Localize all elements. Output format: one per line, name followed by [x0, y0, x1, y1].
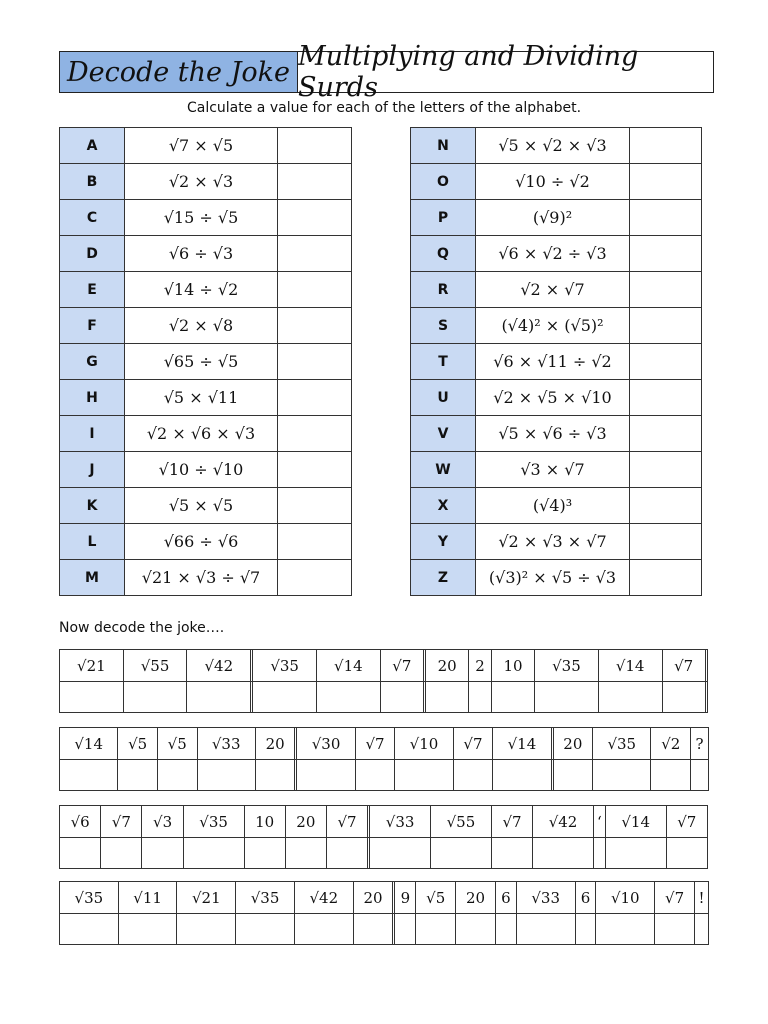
joke-code-cell: √6 [60, 806, 101, 838]
joke-answer-cell[interactable] [370, 838, 431, 869]
joke-answer-cell[interactable] [380, 682, 423, 713]
expression-cell: √65 ÷ √5 [125, 344, 278, 380]
letter-row [411, 488, 702, 524]
joke-answer-cell[interactable] [426, 682, 469, 713]
answer-cell[interactable] [278, 200, 352, 236]
joke-code-cell: √55 [431, 806, 492, 838]
joke-answer-cell[interactable] [294, 914, 353, 945]
letter-row [411, 344, 702, 380]
joke-answer-row [60, 838, 708, 869]
joke-answer-row [60, 760, 709, 791]
joke-code-cell: √5 [118, 728, 158, 760]
expression-cell: √7 × √5 [125, 128, 278, 164]
letter-row [411, 380, 702, 416]
joke-code-row [60, 650, 708, 682]
letter-cell: L [60, 524, 125, 560]
joke-answer-cell[interactable] [598, 682, 662, 713]
joke-code-cell: √3 [142, 806, 183, 838]
letter-cell: M [60, 560, 125, 596]
letter-row [411, 416, 702, 452]
joke-answer-cell[interactable] [469, 682, 492, 713]
joke-code-cell: 6 [575, 882, 596, 914]
letter-row [411, 524, 702, 560]
expression-cell: √6 × √11 ÷ √2 [476, 344, 630, 380]
joke-answer-cell[interactable] [431, 838, 492, 869]
joke-answer-cell[interactable] [491, 838, 532, 869]
joke-code-row [60, 728, 709, 760]
joke-code-cell: 20 [553, 728, 593, 760]
joke-code-cell: √7 [453, 728, 493, 760]
letter-cell: A [60, 128, 125, 164]
joke-answer-cell[interactable] [593, 838, 605, 869]
answer-cell[interactable] [630, 380, 702, 416]
expression-cell: √2 × √7 [476, 272, 630, 308]
joke-code-cell: √7 [666, 806, 707, 838]
answer-cell[interactable] [278, 308, 352, 344]
answer-cell[interactable] [278, 272, 352, 308]
expression-cell: √14 ÷ √2 [125, 272, 278, 308]
joke-code-cell: 6 [495, 882, 516, 914]
joke-code-cell: √14 [317, 650, 381, 682]
joke-answer-cell[interactable] [495, 914, 516, 945]
joke-answer-cell[interactable] [118, 914, 177, 945]
joke-code-cell: 20 [426, 650, 469, 682]
joke-code-cell: √7 [655, 882, 695, 914]
joke-code-cell: ! [694, 882, 708, 914]
title-box [59, 41, 714, 103]
answer-cell[interactable] [630, 308, 702, 344]
expression-cell: √5 × √5 [125, 488, 278, 524]
joke-answer-cell[interactable] [493, 760, 551, 791]
letter-row [60, 416, 352, 452]
expression-cell: √2 × √3 × √7 [476, 524, 630, 560]
joke-code-row [60, 806, 708, 838]
joke-code-cell: 20 [456, 882, 496, 914]
joke-answer-cell[interactable] [60, 914, 119, 945]
title-topic: Multiplying and Dividing Surds [298, 41, 639, 103]
expression-cell: √10 ÷ √10 [125, 452, 278, 488]
answer-cell[interactable] [278, 164, 352, 200]
joke-code-cell: √14 [493, 728, 551, 760]
joke-code-cell: ? [691, 728, 709, 760]
joke-answer-cell[interactable] [123, 682, 187, 713]
joke-code-cell: √35 [183, 806, 244, 838]
letter-row [60, 344, 352, 380]
joke-code-cell: √7 [491, 806, 532, 838]
expression-cell: √5 × √11 [125, 380, 278, 416]
joke-answer-cell[interactable] [101, 838, 142, 869]
letter-cell: Y [411, 524, 476, 560]
joke-answer-cell[interactable] [236, 914, 295, 945]
joke-answer-cell[interactable] [655, 914, 695, 945]
letter-cell: Q [411, 236, 476, 272]
letter-cell: H [60, 380, 125, 416]
letter-cell: U [411, 380, 476, 416]
letter-cell: D [60, 236, 125, 272]
joke-code-cell: √14 [60, 728, 118, 760]
letter-cell: P [411, 200, 476, 236]
joke-code-cell: √11 [118, 882, 177, 914]
joke-answer-cell[interactable] [395, 914, 416, 945]
instruction-text: Calculate a value for each of the letters of the alphabet. [186, 100, 582, 116]
expression-cell: √5 × √2 × √3 [476, 128, 630, 164]
joke-answer-cell[interactable] [553, 760, 593, 791]
letter-cell: E [60, 272, 125, 308]
joke-answer-row [60, 914, 709, 945]
joke-answer-cell[interactable] [177, 914, 236, 945]
answer-cell[interactable] [630, 128, 702, 164]
letter-row [411, 452, 702, 488]
letter-row [411, 128, 702, 164]
expression-cell: √10 ÷ √2 [476, 164, 630, 200]
letter-cell: O [411, 164, 476, 200]
joke-code-cell: √7 [101, 806, 142, 838]
joke-answer-cell[interactable] [416, 914, 456, 945]
joke-answer-cell[interactable] [662, 682, 705, 713]
joke-answer-cell[interactable] [142, 838, 183, 869]
joke-code-cell: √55 [123, 650, 187, 682]
letter-row [60, 488, 352, 524]
letter-cell: W [411, 452, 476, 488]
joke-line-1 [59, 649, 708, 713]
joke-code-cell: √33 [370, 806, 431, 838]
joke-answer-cell[interactable] [187, 682, 251, 713]
answer-cell[interactable] [278, 560, 352, 596]
joke-code-cell: √42 [294, 882, 353, 914]
joke-code-cell: √21 [177, 882, 236, 914]
joke-answer-cell[interactable] [605, 838, 666, 869]
letter-cell: B [60, 164, 125, 200]
joke-answer-cell[interactable] [596, 914, 655, 945]
answer-cell[interactable] [630, 524, 702, 560]
answer-cell[interactable] [278, 380, 352, 416]
joke-code-cell: 9 [395, 882, 416, 914]
letter-row [60, 272, 352, 308]
joke-answer-cell[interactable] [60, 838, 101, 869]
answer-cell[interactable] [278, 524, 352, 560]
joke-code-cell: √35 [60, 882, 119, 914]
letter-cell: X [411, 488, 476, 524]
joke-answer-cell[interactable] [533, 838, 594, 869]
joke-answer-cell[interactable] [60, 682, 124, 713]
joke-code-cell: √10 [395, 728, 453, 760]
joke-code-cell: √35 [253, 650, 317, 682]
joke-code-cell: √42 [187, 650, 251, 682]
joke-code-cell: √7 [662, 650, 705, 682]
letter-cell: I [60, 416, 125, 452]
expression-cell: √66 ÷ √6 [125, 524, 278, 560]
expression-cell: √21 × √3 ÷ √7 [125, 560, 278, 596]
joke-code-cell: 20 [255, 728, 295, 760]
letter-row [411, 236, 702, 272]
expression-cell: (√4)³ [476, 488, 630, 524]
letter-row [411, 560, 702, 596]
joke-answer-cell[interactable] [297, 760, 355, 791]
joke-code-cell: √7 [380, 650, 423, 682]
joke-answer-cell[interactable] [255, 760, 295, 791]
joke-code-cell: √2 [651, 728, 691, 760]
joke-answer-cell[interactable] [535, 682, 599, 713]
joke-answer-cell[interactable] [317, 682, 381, 713]
letter-cell: J [60, 452, 125, 488]
expression-cell: √2 × √3 [125, 164, 278, 200]
expression-cell: √2 × √5 × √10 [476, 380, 630, 416]
letter-row [411, 308, 702, 344]
expression-cell: √15 ÷ √5 [125, 200, 278, 236]
joke-code-cell: √30 [297, 728, 355, 760]
letter-row [60, 524, 352, 560]
letter-row [411, 164, 702, 200]
joke-answer-cell[interactable] [60, 760, 118, 791]
answer-cell[interactable] [278, 416, 352, 452]
joke-code-cell: √33 [197, 728, 255, 760]
letter-row [411, 272, 702, 308]
joke-code-cell: 20 [353, 882, 393, 914]
joke-answer-cell[interactable] [244, 838, 285, 869]
joke-code-cell: 20 [285, 806, 326, 838]
answer-cell[interactable] [630, 452, 702, 488]
joke-answer-cell[interactable] [666, 838, 707, 869]
answer-cell[interactable] [278, 344, 352, 380]
joke-answer-cell[interactable] [705, 682, 707, 713]
decode-instruction: Now decode the joke…. [59, 620, 225, 636]
joke-code-cell: √42 [533, 806, 594, 838]
answer-cell[interactable] [630, 560, 702, 596]
joke-code-cell: √35 [593, 728, 651, 760]
letter-row [411, 200, 702, 236]
expression-cell: √2 × √8 [125, 308, 278, 344]
joke-code-cell: √10 [596, 882, 655, 914]
joke-code-cell: √14 [605, 806, 666, 838]
answer-cell[interactable] [278, 452, 352, 488]
answer-cell[interactable] [630, 488, 702, 524]
joke-code-cell: √35 [236, 882, 295, 914]
joke-answer-cell[interactable] [456, 914, 496, 945]
letter-row [60, 200, 352, 236]
joke-answer-cell[interactable] [453, 760, 493, 791]
joke-code-cell [705, 650, 707, 682]
title-decode-the-joke: Decode the Joke [60, 52, 298, 92]
joke-answer-cell[interactable] [691, 760, 709, 791]
letter-row [60, 380, 352, 416]
joke-answer-cell[interactable] [694, 914, 708, 945]
joke-answer-cell[interactable] [197, 760, 255, 791]
letter-table-left [59, 127, 352, 596]
joke-answer-cell[interactable] [395, 760, 453, 791]
joke-code-cell: √35 [535, 650, 599, 682]
expression-cell: √2 × √6 × √3 [125, 416, 278, 452]
answer-cell[interactable] [630, 416, 702, 452]
letter-row [60, 560, 352, 596]
joke-line-3 [59, 805, 708, 869]
letter-cell: V [411, 416, 476, 452]
joke-answer-cell[interactable] [183, 838, 244, 869]
joke-code-cell: ‘ [593, 806, 605, 838]
letter-row [60, 308, 352, 344]
letter-cell: Z [411, 560, 476, 596]
letter-cell: T [411, 344, 476, 380]
joke-answer-cell[interactable] [353, 914, 393, 945]
expression-cell: (√3)² × √5 ÷ √3 [476, 560, 630, 596]
answer-cell[interactable] [630, 164, 702, 200]
answer-cell[interactable] [630, 236, 702, 272]
joke-answer-cell[interactable] [285, 838, 326, 869]
answer-cell[interactable] [278, 128, 352, 164]
answer-cell[interactable] [630, 344, 702, 380]
joke-answer-cell[interactable] [651, 760, 691, 791]
letter-row [60, 128, 352, 164]
joke-answer-cell[interactable] [575, 914, 596, 945]
joke-code-cell: √5 [157, 728, 197, 760]
joke-answer-cell[interactable] [516, 914, 575, 945]
joke-answer-cell[interactable] [118, 760, 158, 791]
joke-answer-cell[interactable] [157, 760, 197, 791]
joke-code-cell: √33 [516, 882, 575, 914]
expression-cell: √6 × √2 ÷ √3 [476, 236, 630, 272]
answer-cell[interactable] [278, 236, 352, 272]
joke-answer-cell[interactable] [355, 760, 395, 791]
joke-answer-cell[interactable] [491, 682, 534, 713]
joke-code-cell: 2 [469, 650, 492, 682]
joke-answer-cell[interactable] [326, 838, 367, 869]
joke-answer-row [60, 682, 708, 713]
joke-code-cell: √7 [355, 728, 395, 760]
expression-cell: √3 × √7 [476, 452, 630, 488]
joke-code-cell: √7 [326, 806, 367, 838]
letter-cell: C [60, 200, 125, 236]
letter-row [60, 164, 352, 200]
joke-line-4 [59, 881, 709, 945]
letter-cell: R [411, 272, 476, 308]
letter-cell: F [60, 308, 125, 344]
letter-table-right [410, 127, 702, 596]
joke-code-cell: 10 [244, 806, 285, 838]
joke-code-cell: 10 [491, 650, 534, 682]
letter-row [60, 452, 352, 488]
answer-cell[interactable] [630, 272, 702, 308]
joke-code-cell: √5 [416, 882, 456, 914]
expression-cell: (√9)² [476, 200, 630, 236]
joke-line-2 [59, 727, 709, 791]
letter-cell: K [60, 488, 125, 524]
letter-cell: G [60, 344, 125, 380]
joke-answer-cell[interactable] [593, 760, 651, 791]
letter-cell: N [411, 128, 476, 164]
letter-cell: S [411, 308, 476, 344]
joke-code-cell: √14 [598, 650, 662, 682]
answer-cell[interactable] [630, 200, 702, 236]
letter-row [60, 236, 352, 272]
expression-cell: √5 × √6 ÷ √3 [476, 416, 630, 452]
joke-answer-cell[interactable] [253, 682, 317, 713]
joke-code-row [60, 882, 709, 914]
answer-cell[interactable] [278, 488, 352, 524]
expression-cell: (√4)² × (√5)² [476, 308, 630, 344]
expression-cell: √6 ÷ √3 [125, 236, 278, 272]
joke-code-cell: √21 [60, 650, 124, 682]
